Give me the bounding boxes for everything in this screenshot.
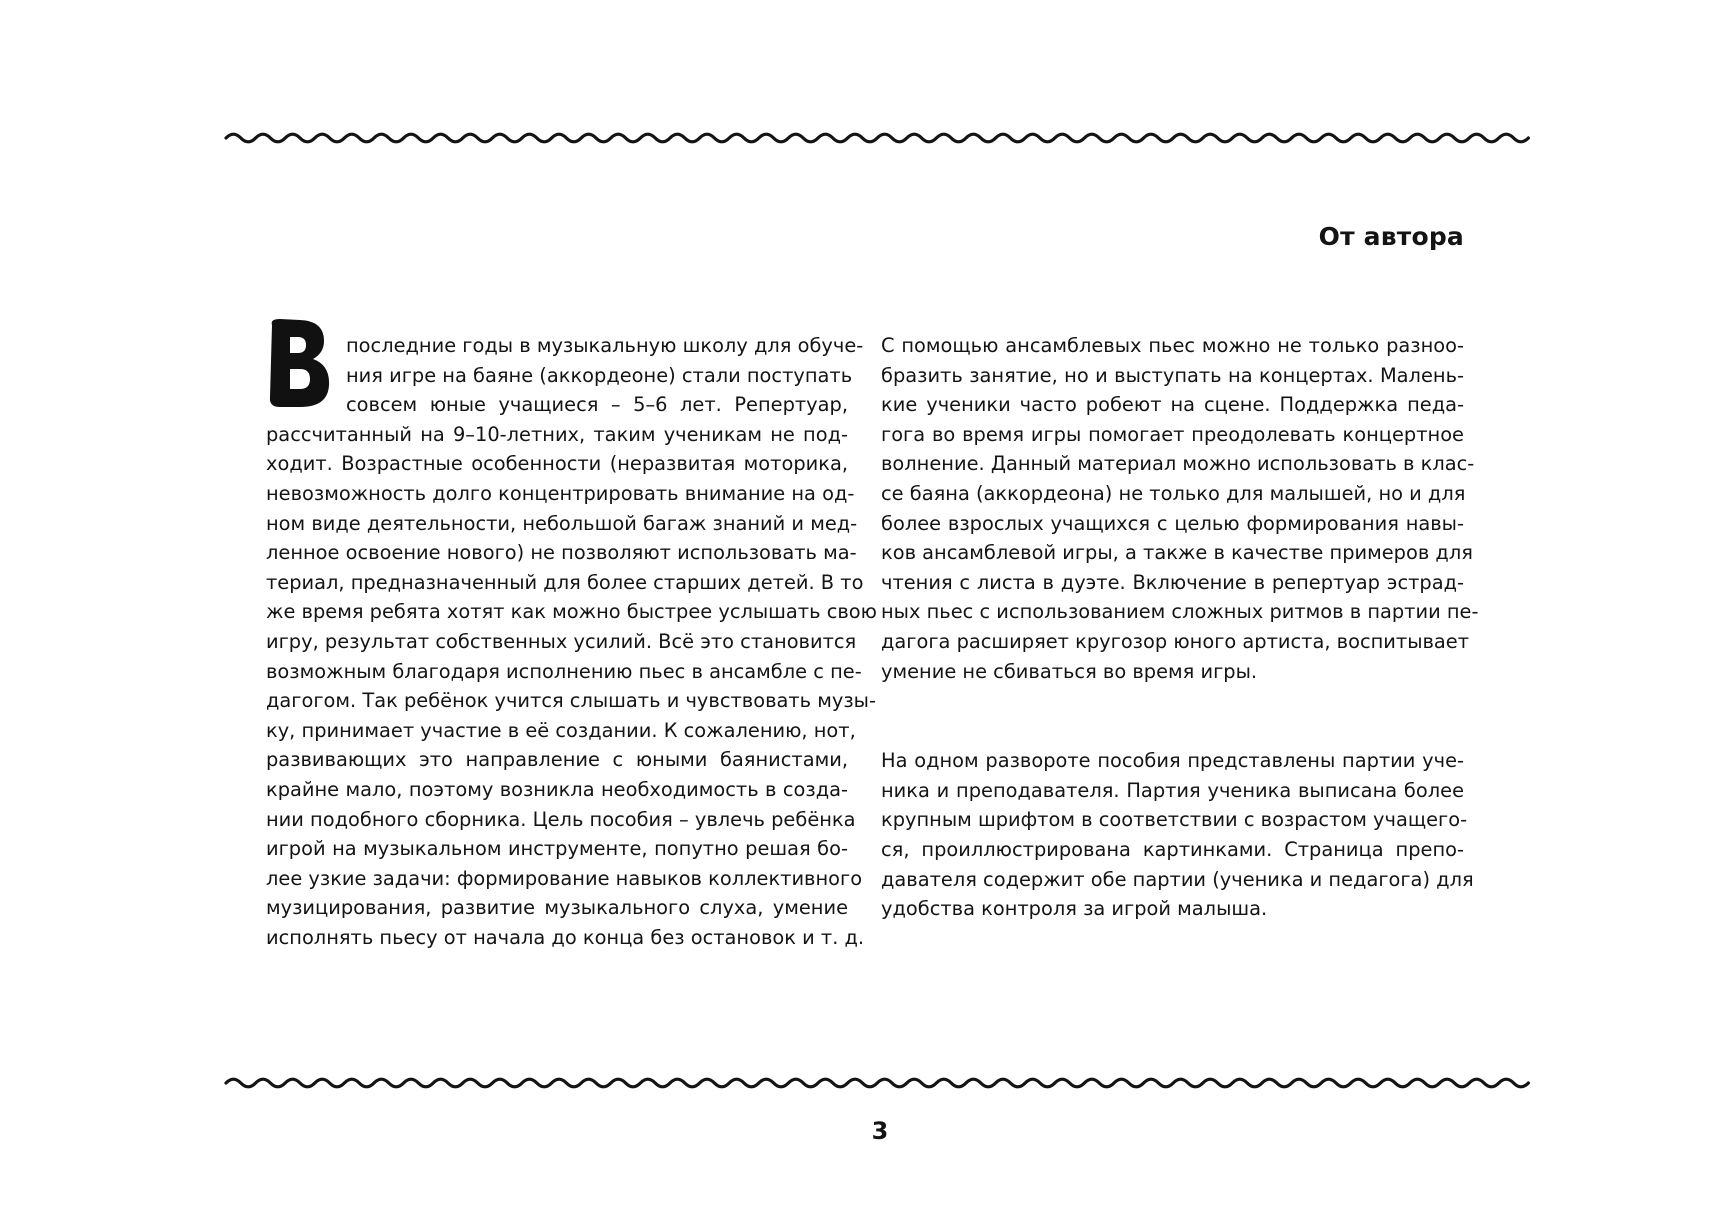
text-line: умение не сбиваться во время игры. xyxy=(881,659,1258,683)
text-line: ных пьес с использованием сложных ритмов в партии пе- xyxy=(881,600,1479,624)
right-column-text xyxy=(881,331,1479,924)
text-line: ном виде деятельности, небольшой багаж знаний и мед- xyxy=(266,511,858,535)
text-line: крайне мало, поэтому возникла необходимость в созда- xyxy=(266,777,848,801)
text-line: ника и преподавателя. Партия ученика выписана более xyxy=(881,778,1464,802)
paragraph-ensemble xyxy=(881,331,1479,686)
text-line: ленное освоение нового) не позволяют использовать ма- xyxy=(266,541,857,565)
bottom-wavy-divider xyxy=(224,1073,1531,1093)
text-line: ния игре на баяне (аккордеоне) стали поступать xyxy=(346,363,853,387)
text-line: се баяна (аккордеона) не только для малышей, но и для xyxy=(881,481,1466,505)
text-line: развивающих это направление с юными баянистами, xyxy=(266,748,848,772)
text-line: возможным благодаря исполнению пьес в ансамбле с пе- xyxy=(266,659,862,683)
text-line: игру, результат собственных усилий. Всё это становится xyxy=(266,629,857,653)
text-line: более взрослых учащихся с целью формирования навы- xyxy=(881,511,1464,535)
paragraph-gap xyxy=(881,686,1464,746)
page-title: От автора xyxy=(1318,222,1464,251)
text-line: На одном развороте пособия представлены партии уче- xyxy=(881,749,1464,773)
text-line: крупным шрифтом в соответствии с возрастом учащего- xyxy=(881,808,1468,832)
text-line: лее узкие задачи: формирование навыков коллективного xyxy=(266,866,863,890)
text-line: волнение. Данный материал можно использовать в клас- xyxy=(881,452,1475,476)
text-line: ку, принимает участие в её создании. К сожалению, нот, xyxy=(266,718,856,742)
text-line: гога во время игры помогает преодолевать концертное xyxy=(881,422,1464,446)
text-line: удобства контроля за игрой малыша. xyxy=(881,897,1268,921)
text-line: же время ребята хотят как можно быстрее услышать свою xyxy=(266,600,877,624)
paragraph-layout xyxy=(881,746,1474,924)
text-line: игрой на музыкальном инструменте, попутно решая бо- xyxy=(266,837,848,861)
text-line: рассчитанный на 9–10-летних, таким ученикам не под- xyxy=(266,422,848,446)
text-line: териал, предназначенный для более старших детей. В то xyxy=(266,570,864,594)
text-line: последние годы в музыкальную школу для обуче- xyxy=(346,334,864,357)
page-number: 3 xyxy=(871,1117,889,1145)
top-wavy-divider xyxy=(224,128,1531,148)
left-column-text xyxy=(266,331,877,952)
text-line: давателя содержит обе партии (ученика и педагога) для xyxy=(881,867,1474,891)
text-line: ков ансамблевой игры, а также в качестве примеров для xyxy=(881,541,1473,565)
text-line: совсем юные учащиеся – 5–6 лет. Репертуар, xyxy=(346,393,848,417)
text-line: бразить занятие, но и выступать на концертах. Малень- xyxy=(881,363,1464,387)
text-line: невозможность долго концентрировать внимание на од- xyxy=(266,481,855,505)
text-line: нии подобного сборника. Цель пособия – увлечь ребёнка xyxy=(266,807,856,831)
text-line: ходит. Возрастные особенности (неразвитая моторика, xyxy=(266,452,848,476)
text-line: дагога расширяет кругозор юного артиста, воспитывает xyxy=(881,629,1470,653)
text-line: кие ученики часто робеют на сцене. Поддержка педа- xyxy=(881,393,1464,417)
text-line: дагогом. Так ребёнок учится слышать и чувствовать музы- xyxy=(266,689,876,713)
text-line: музицирования, развитие музыкального слуха, умение xyxy=(266,896,848,920)
text-line: чтения с листа в дуэте. Включение в репертуар эстрад- xyxy=(881,570,1464,594)
text-line: ся, проиллюстрирована картинками. Страница препо- xyxy=(881,837,1464,861)
text-line: исполнять пьесу от начала до конца без остановок и т. д. xyxy=(266,925,865,949)
text-line: С помощью ансамблевых пьес можно не только разноо- xyxy=(881,334,1464,357)
